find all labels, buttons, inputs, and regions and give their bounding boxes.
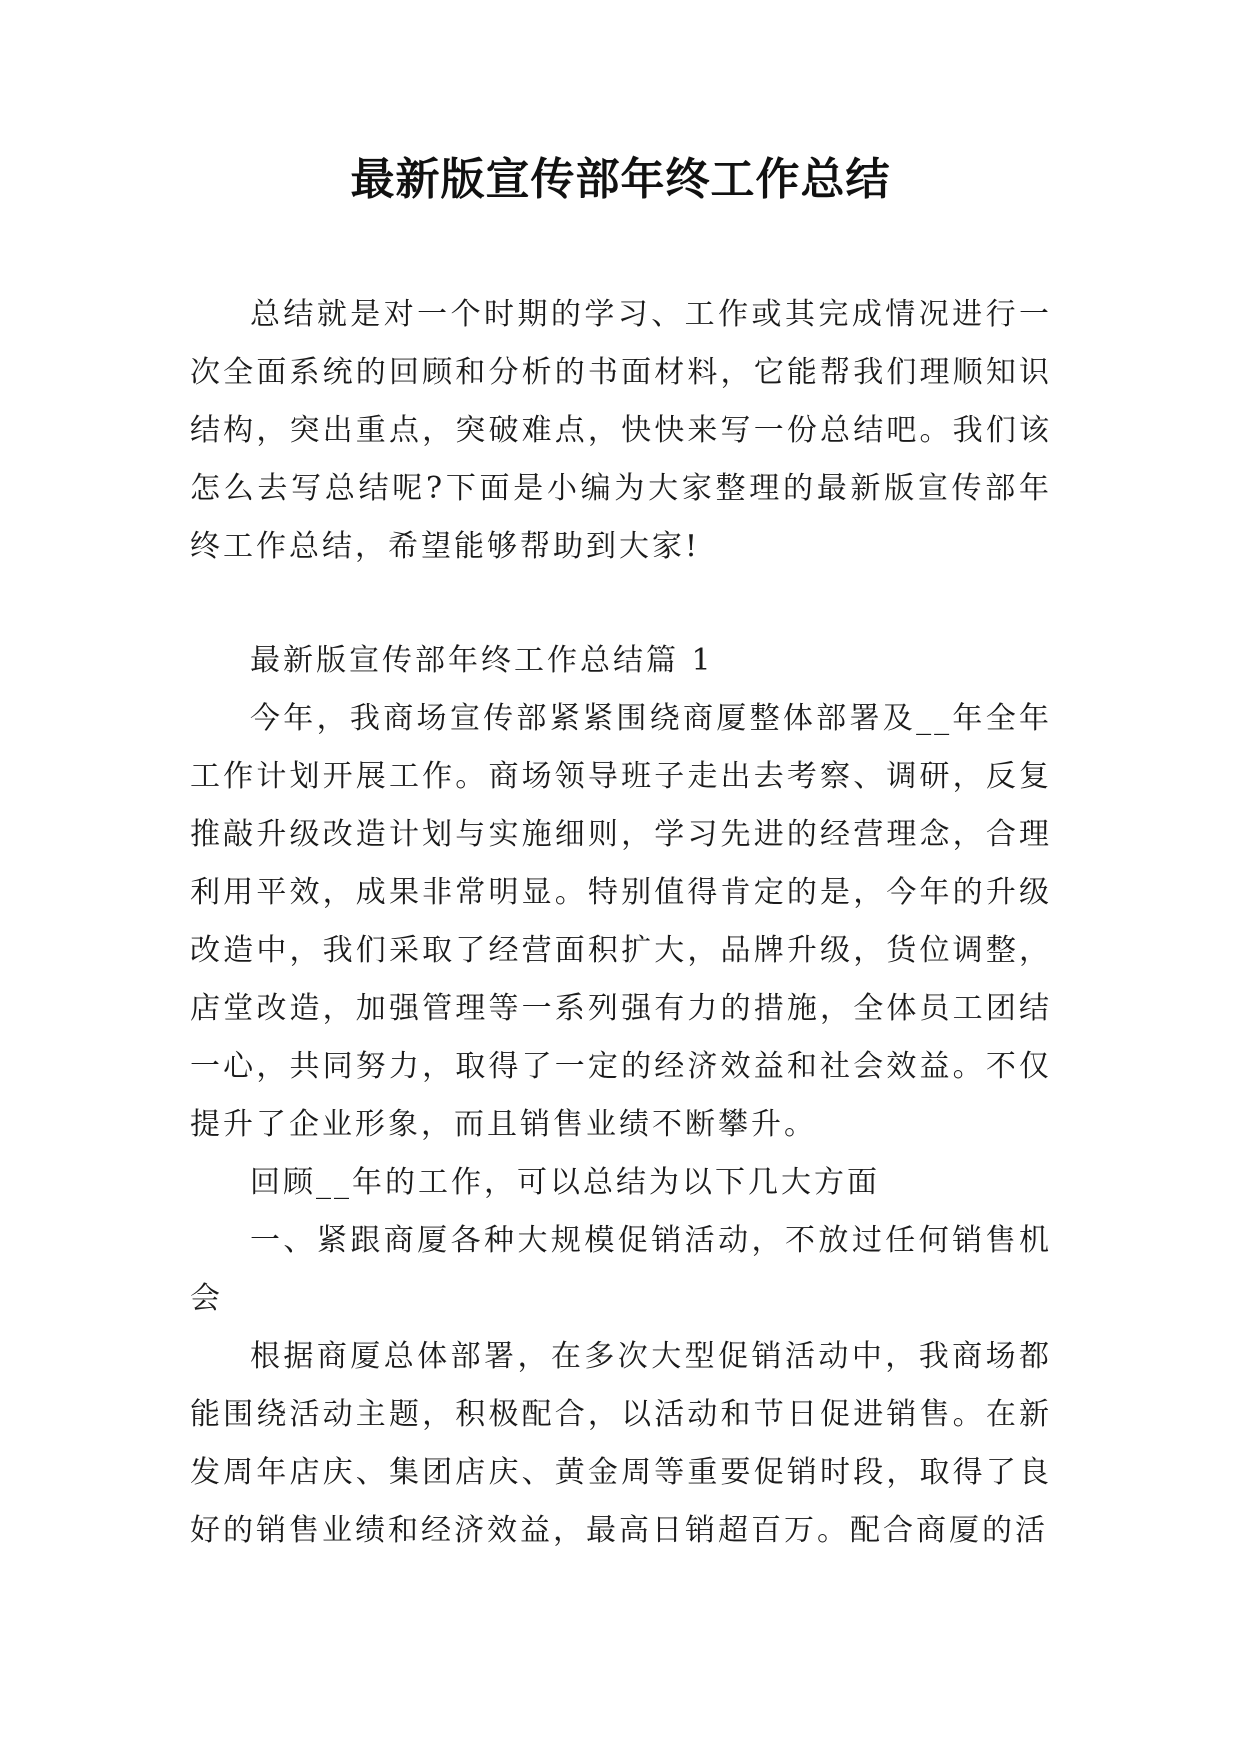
paragraph-2: 回顾__年的工作，可以总结为以下几大方面 [250, 1165, 880, 1200]
intro-section [190, 286, 1052, 576]
paragraph-1: 今年，我商场宣传部紧紧围绕商厦整体部署及__年全年工作计划开展工作。商场领导班子走出去考察、调研，反复推敲升级改造计划与实施细则，学习先进的经营理念，合理利用平效，成果非常明显。特别值得肯定的是，今年的升级改造中，我们采取了经营面积扩大，品牌升级，货位调整，店堂改造，加强管理等一系列强有力的措施，全体员工团结一心，共同努力，取得了一定的经济效益和社会效益。不仅提升了企业形象，而且销售业绩不断攀升。 [190, 701, 1052, 1142]
document-title: 最新版宣传部年终工作总结 [350, 154, 891, 205]
article-section [190, 632, 1052, 1560]
paragraph-4: 根据商厦总体部署，在多次大型促销活动中，我商场都能围绕活动主题，积极配合，以活动和节日促进销售。在新发周年店庆、集团店庆、黄金周等重要促销时段，取得了良好的销售业绩和经济效益，最高日销超百万。配合商厦的活 [190, 1339, 1052, 1548]
paragraph-3: 一、紧跟商厦各种大规模促销活动，不放过任何销售机会 [190, 1223, 1052, 1316]
section-heading: 最新版宣传部年终工作总结篇 1 [250, 643, 714, 678]
intro-paragraph: 总结就是对一个时期的学习、工作或其完成情况进行一次全面系统的回顾和分析的书面材料，它能帮我们理顺知识结构，突出重点，突破难点，快快来写一份总结吧。我们该怎么去写总结呢?下面是小编为大家整理的最新版宣传部年终工作总结，希望能够帮助到大家! [190, 297, 1052, 564]
